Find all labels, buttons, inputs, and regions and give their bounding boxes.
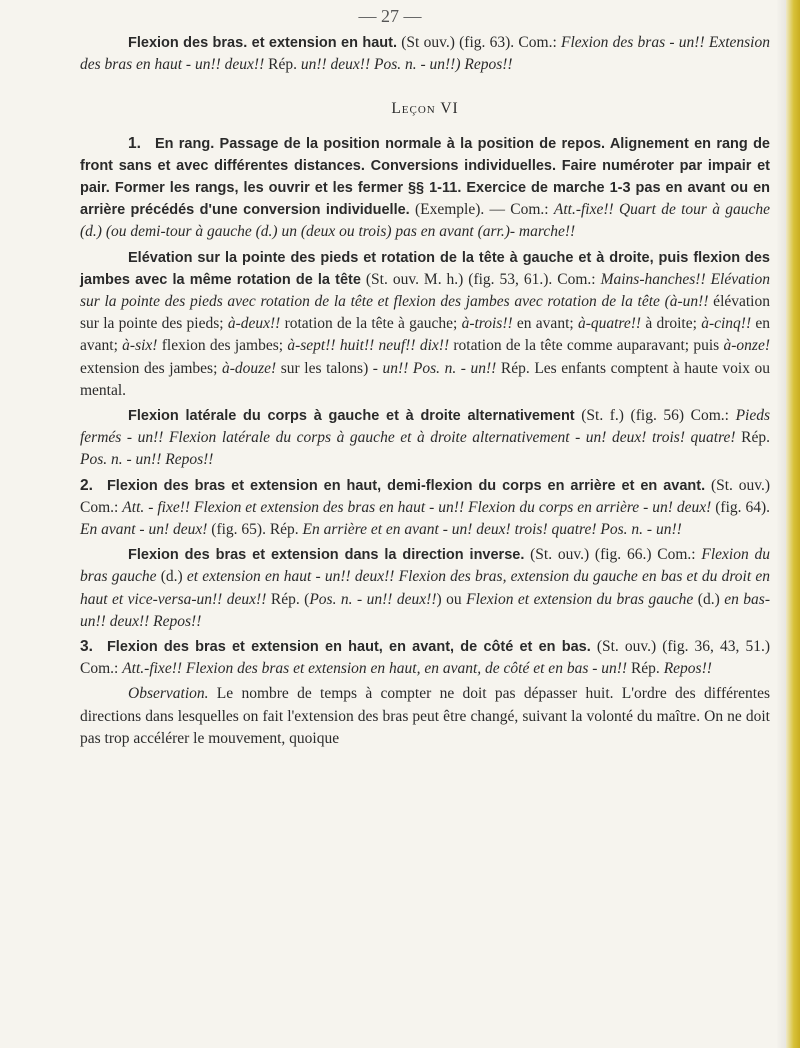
observation-label: Observation.	[128, 685, 209, 703]
body-text: (fig. 64).	[711, 498, 771, 516]
exercise-number: 1.	[128, 134, 141, 152]
body-text: rotation de la tête comme auparavant; puis	[449, 337, 724, 355]
command-text: Pos. n. - un!! Repos!!	[80, 451, 214, 469]
exercise-number: 2.	[80, 476, 93, 494]
command-text: Mains-hanches!! Elévation sur la pointe des pieds avec rotation de la tête et flexion des jambes avec rotation de la tête (à-un!!	[80, 270, 770, 311]
body-text: ) ou	[436, 590, 467, 608]
page-gutter-shadow	[776, 0, 786, 1048]
command-text: Flexion et extension du bras gauche	[466, 590, 694, 608]
exercise-number: 3.	[80, 638, 93, 656]
command-text: à-quatre!!	[577, 315, 642, 333]
body-text: sur les talons) -	[276, 359, 383, 377]
command-text: à-six!	[122, 337, 158, 355]
page-edge	[786, 0, 800, 1048]
body-text: Rép. (	[266, 590, 310, 608]
exercise-ref: (Exemple). — Com.:	[409, 201, 554, 219]
observation-paragraph	[80, 683, 770, 750]
command-text: à-douze!	[221, 359, 277, 377]
body-text: à droite;	[641, 315, 702, 333]
exercise-command: Att.-fixe!! Quart de tour à gauche (d.) (ou demi-tour à gauche (d.) un (deux ou trois) pas en avant (arr.)- marche!!	[80, 201, 770, 241]
intro-command: Flexion des bras - un!! Extension des bras en haut - un!! deux!!	[80, 34, 770, 74]
exercise-heading: Elévation sur la pointe des pieds et rotation de la tête à gauche et à droite, puis flexion des jambes avec la même rotation de la tête	[80, 249, 770, 288]
exercise-2	[80, 475, 770, 542]
command-text: Flexion du bras gauche	[80, 546, 770, 586]
body-text: Rép. Les enfants comptent à haute voix ou mental.	[80, 359, 771, 399]
exercise-ref: (St. f.) (fig. 56) Com.:	[574, 407, 736, 425]
command-text: Att. - fixe!! Flexion et extension des bras en haut - un!! Flexion du corps en arrière - un! deux!	[122, 498, 712, 516]
command-text: à-sept!! huit!! neuf!! dix!!	[287, 337, 450, 355]
exercise-heading: Flexion des bras et extension en haut, demi-flexion du corps en arrière et en avant.	[106, 477, 706, 494]
command-text: Att.-fixe!! Flexion des bras et extension en haut, en avant, de côté et en bas - un!!	[122, 660, 628, 678]
exercise-heading: En rang. Passage de la position normale à la position de repos. Alignement en rang de front sans et avec différentes distances. Conversions individuelles. Faire numéroter par impair et pair. Former les rangs, les ouvrir et les fermer §§ 1-11. Exercice de marche 1-3 pas en avant ou en arrière précédés d'une conversion individuelle.	[80, 135, 770, 219]
body-text: Rép.	[735, 429, 771, 447]
command-text: et extension en haut - un!! deux!! Flexion des bras, extension du gauche en bas et du droit en haut et vice-versa-un!! deux!!	[80, 568, 770, 608]
page-body	[80, 32, 770, 750]
observation-text: Le nombre de temps à compter ne doit pas dépasser huit. L'ordre des différentes directions dans lesquelles on fait l'extension des bras peut être changé, suivant la volonté du maître. On ne doit pas trop accélérer le mouvement, quoique	[80, 685, 770, 747]
command-text: En arrière et en avant - un! deux! trois! quatre! Pos. n. - un!!	[302, 521, 682, 539]
exercise-heading: Flexion des bras et extension dans la direction inverse.	[128, 547, 525, 564]
exercise-lateral-flexion	[80, 405, 770, 472]
exercise-elevation	[80, 247, 770, 402]
intro-rep: Rép.	[264, 56, 301, 74]
exercise-3	[80, 636, 770, 680]
exercise-heading: Flexion latérale du corps à gauche et à droite alternativement	[128, 408, 575, 425]
command-text: En avant - un! deux!	[80, 521, 208, 539]
body-text: en avant;	[80, 315, 770, 355]
lesson-title: Leçon VI	[391, 100, 459, 118]
body-text: extension des jambes;	[80, 359, 222, 377]
exercise-heading: Flexion des bras et extension en haut, en avant, de côté et en bas.	[106, 639, 591, 656]
command-text: Pos. n. - un!! deux!!	[309, 590, 437, 608]
command-text: à-onze!	[723, 337, 770, 355]
body-text: (d.)	[156, 568, 187, 586]
exercise-ref: (St. ouv.) Com.:	[80, 476, 770, 516]
command-text: en bas- un!! deux!! Repos!!	[80, 590, 770, 630]
body-text: (fig. 65). Rép.	[207, 521, 303, 539]
command-text: Repos!!	[663, 660, 712, 678]
body-text: en avant;	[512, 315, 578, 333]
body-text: (d.)	[693, 590, 725, 608]
intro-paragraph	[80, 32, 770, 76]
body-text: flexion des jambes;	[157, 337, 288, 355]
command-text: Pieds fermés - un!! Flexion latérale du corps à gauche et à droite alternativement - un! deux! trois! quatre!	[80, 407, 770, 447]
command-text: un!! Pos. n. - un!!	[382, 359, 497, 377]
command-text: à-deux!!	[227, 315, 281, 333]
exercise-1	[80, 133, 770, 244]
exercise-ref: (St. ouv. M. h.) (fig. 53, 61.). Com.:	[360, 270, 601, 288]
intro-ref: (St ouv.) (fig. 63). Com.:	[397, 34, 562, 51]
body-text: élévation sur la pointe des pieds;	[80, 293, 770, 333]
exercise-inverse-direction	[80, 544, 770, 633]
page-number: — 27 —	[358, 6, 422, 26]
exercise-ref: (St. ouv.) (fig. 66.) Com.:	[524, 546, 702, 564]
command-text: à-cinq!!	[701, 315, 752, 333]
body-text: rotation de la tête à gauche;	[280, 315, 462, 333]
intro-reply: un!! deux!! Pos. n. - un!!) Repos!!	[300, 56, 513, 74]
body-text: Rép.	[627, 660, 664, 678]
command-text: à-trois!!	[461, 315, 513, 333]
exercise-ref: (St. ouv.) (fig. 36, 43, 51.) Com.:	[80, 638, 770, 678]
intro-heading: Flexion des bras. et extension en haut.	[128, 35, 397, 51]
